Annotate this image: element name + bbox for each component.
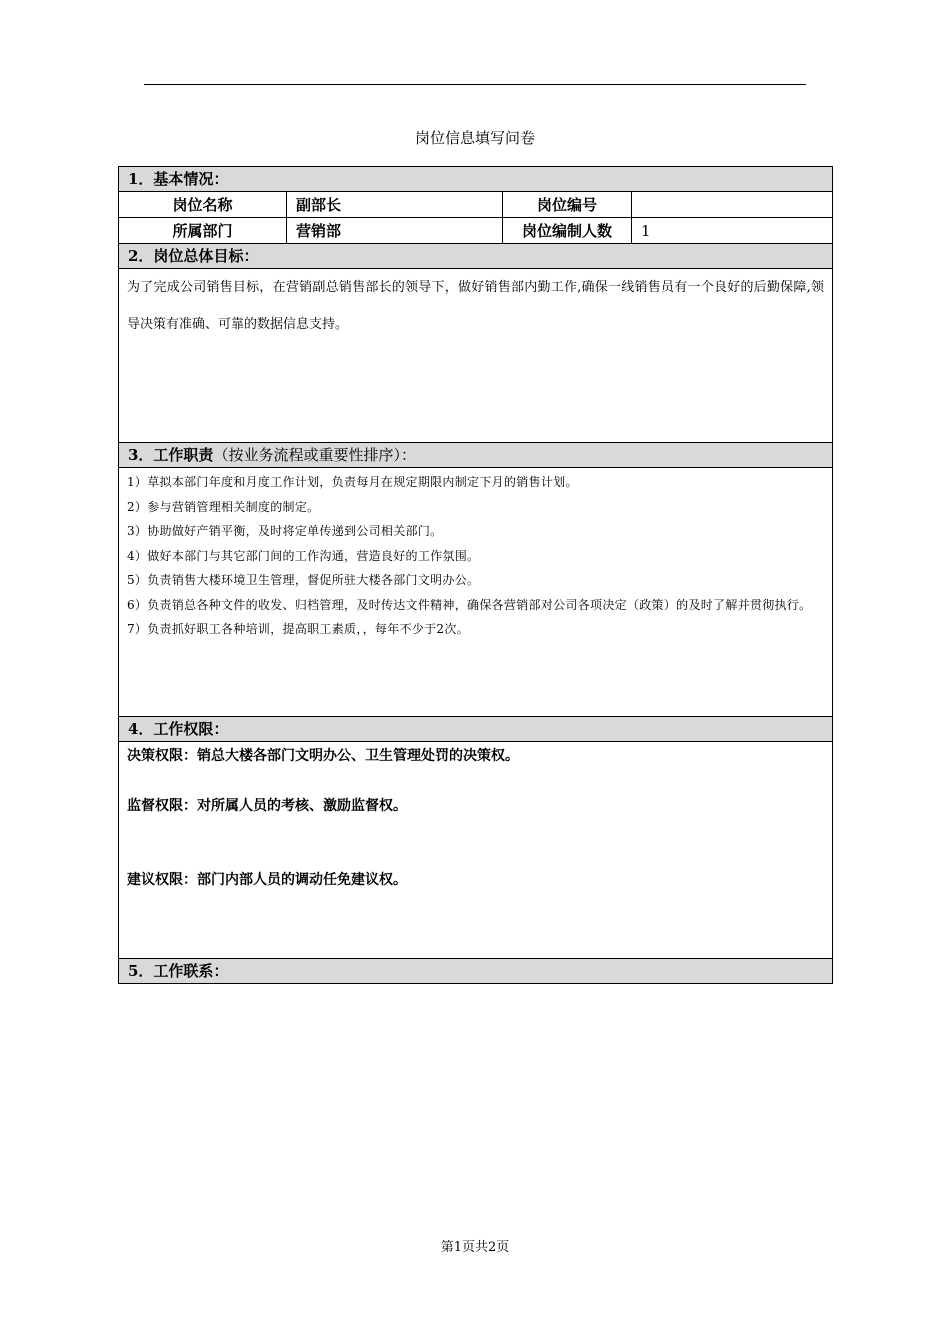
duties-list: [119, 468, 833, 717]
department-label: 所属部门: [119, 218, 287, 244]
suggestion-authority: 建议权限：部门内部人员的调动任免建议权。: [127, 872, 407, 888]
page-footer: 第1页共2页: [440, 1240, 510, 1255]
duty-item: 2）参与营销管理相关制度的制定。: [127, 499, 320, 514]
duty-item: 1）草拟本部门年度和月度工作计划，负责每月在规定期限内制定下月的销售计划。: [127, 475, 578, 489]
section-relations-heading: 5．工作联系：: [119, 959, 833, 984]
position-name-label: 岗位名称: [119, 192, 287, 218]
questionnaire-table: [118, 166, 833, 984]
header-rule: [144, 84, 806, 85]
info-row-2: [119, 218, 833, 244]
duty-item: 6）负责销总各种文件的收发、归档管理，及时传达文件精神，确保各营销部对公司各项决定（政策）的及时了解并贯彻执行。: [127, 597, 812, 612]
section-duties-heading: [119, 443, 833, 468]
supervision-authority: 监督权限：对所属人员的考核、激励监督权。: [127, 798, 407, 814]
duty-item: 4）做好本部门与其它部门间的工作沟通，营造良好的工作氛围。: [127, 548, 480, 563]
duty-item: 3）协助做好产销平衡，及时将定单传递到公司相关部门。: [127, 524, 443, 538]
section-goal-heading: 2．岗位总体目标：: [119, 244, 833, 269]
department-value: 营销部: [287, 218, 503, 244]
duty-item: 5）负责销售大楼环境卫生管理，督促所驻大楼各部门文明办公。: [127, 573, 480, 587]
goal-text: 为了完成公司销售目标，在营销副总销售部长的领导下，做好销售部内勤工作,确保一线销售员有一个良好的后勤保障,领导决策有准确、可靠的数据信息支持。: [119, 269, 833, 443]
position-code-value: [632, 192, 833, 218]
position-code-label: 岗位编号: [503, 192, 632, 218]
section-basic-heading: 1．基本情况：: [119, 167, 833, 192]
decision-authority: 决策权限：销总大楼各部门文明办公、卫生管理处罚的决策权。: [127, 748, 519, 764]
document-title: 岗位信息填写问卷: [414, 129, 535, 147]
headcount-label: 岗位编制人数: [503, 218, 632, 244]
duties-heading-note: （按业务流程或重要性排序）：: [213, 446, 416, 464]
headcount-value: 1: [632, 218, 833, 244]
info-row-1: [119, 192, 833, 218]
duties-heading-bold: 3．工作职责: [128, 446, 214, 464]
section-authority-heading: 4．工作权限：: [119, 717, 833, 742]
duty-item: 7）负责抓好职工各种培训，提高职工素质，，每年不少于2次。: [127, 622, 469, 636]
position-name-value: 副部长: [287, 192, 503, 218]
authority-content: [119, 742, 833, 959]
